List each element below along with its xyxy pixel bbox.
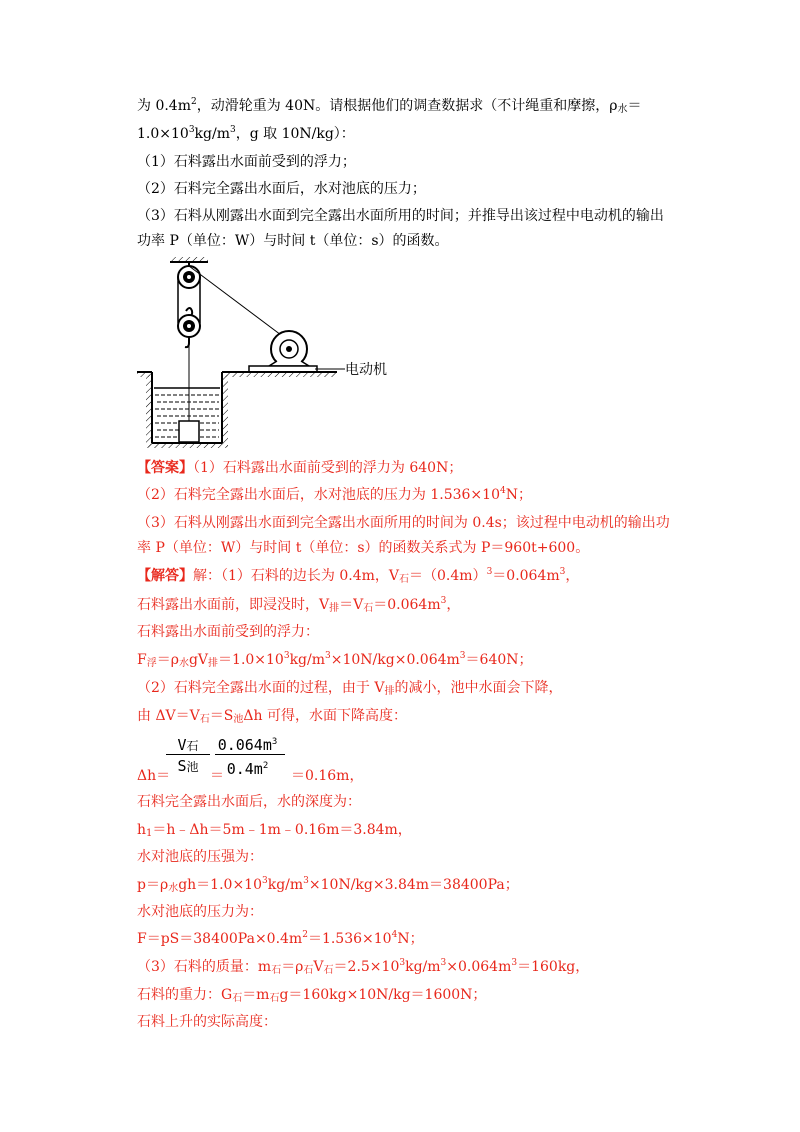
- question-3-line-1: （3）石料从刚露出水面到完全露出水面所用的时间；并推导出该过程中电动机的输出: [137, 208, 664, 224]
- frac2-bar: [215, 754, 285, 755]
- frac1-denominator: S池: [177, 757, 199, 775]
- problem-line-1: 为 $0.4m^2$，动滑轮重为 40N。请根据他们的调查数据求（不计绳重和摩擦，$\rho_水=$: [137, 97, 642, 115]
- problem-line-2: $1.0\times 10^3kg/m^3$，g 取 10N/kg）：: [137, 125, 355, 142]
- solution-line-9: $h_1=h﹣\Delta h=5m﹣1m﹣0.16m=3.84m$，: [137, 822, 412, 839]
- question-3-line-2: 功率 P（单位：W）与时间 t（单位：s）的函数。: [137, 233, 449, 249]
- solution-line-15: 石料的重力：$G_石=m_石g=160kg\times 10N/kg=1600N$；: [137, 987, 487, 1004]
- pulley-motor-svg: [137, 253, 397, 448]
- solution-line-10: 水对池底的压强为：: [137, 849, 263, 865]
- frac1-numerator: V石: [177, 736, 199, 754]
- solution-line-12: 水对池底的压力为：: [137, 904, 263, 920]
- solution-line-1: 【解答】解：（1）石料的边长为 0.4m，$V_石=(0.4m)^3=0.064m^3$，: [137, 567, 580, 585]
- solution-line-4: $F_浮=\rho_水gV_排=1.0\times 10^3kg/m^3\times 10N/kg\times 0.064m^3=640N$；: [137, 651, 533, 669]
- stone-block: [179, 421, 199, 442]
- solution-line-11: $p=\rho_水gh=1.0\times 10^3kg/m^3\times 10N/kg\times 3.84m=38400Pa$；: [137, 876, 519, 894]
- delta-h-result: ＝0.16m，: [291, 768, 364, 784]
- solution-line-8: 石料完全露出水面后，水的深度为：: [137, 794, 361, 810]
- frac2-numerator: $0.064m^3$: [217, 736, 278, 754]
- pulley-motor-diagram: [137, 253, 397, 448]
- solution-line-14: （3）石料的质量：$m_石=\rho_石V_石=2.5\times 10^3kg/m^3\times 0.064m^3=160kg$，: [137, 958, 590, 976]
- solution-line-6: 由 $\Delta V=V_石=S_池\Delta h$ 可得，水面下降高度：: [137, 708, 407, 725]
- question-1: （1）石料露出水面前受到的浮力；: [137, 154, 356, 170]
- frac2-denominator: $0.4m^2$: [226, 760, 269, 778]
- solution-line-13: $F=pS=38400Pa\times 0.4m^2=1.536\times 10^4N$；: [137, 930, 424, 947]
- solution-line-3: 石料露出水面前受到的浮力：: [137, 624, 319, 640]
- answer-line-1: 【答案】（1）石料露出水面前受到的浮力为 640N；: [137, 460, 463, 476]
- frac-equals: ＝: [210, 768, 224, 784]
- answer-line-4: 率 P（单位：W）与时间 t（单位：s）的函数关系式为 P＝960t+600。: [137, 540, 590, 556]
- answer-line-2: （2）石料完全露出水面后，水对池底的压力为 $1.536\times 10^4N$；: [137, 486, 532, 503]
- motor-label: 电动机: [345, 362, 387, 378]
- frac1-bar: [166, 754, 210, 755]
- answer-line-3: （3）石料从刚露出水面到完全露出水面所用的时间为 0.4s；该过程中电动机的输出功: [137, 515, 670, 531]
- solution-line-5: （2）石料完全露出水面的过程，由于 $V_排$的减小，池中水面会下降，: [137, 680, 563, 697]
- delta-h-lhs: Δh＝: [137, 768, 171, 784]
- solution-tag: 【解答】: [137, 568, 193, 584]
- answer-tag: 【答案】: [137, 460, 193, 476]
- solution-line-2: 石料露出水面前，即浸没时，$V_排=V_石=0.064m^3$，: [137, 596, 461, 614]
- question-2: （2）石料完全露出水面后，水对池底的压力；: [137, 181, 426, 197]
- solution-line-16: 石料上升的实际高度：: [137, 1014, 277, 1030]
